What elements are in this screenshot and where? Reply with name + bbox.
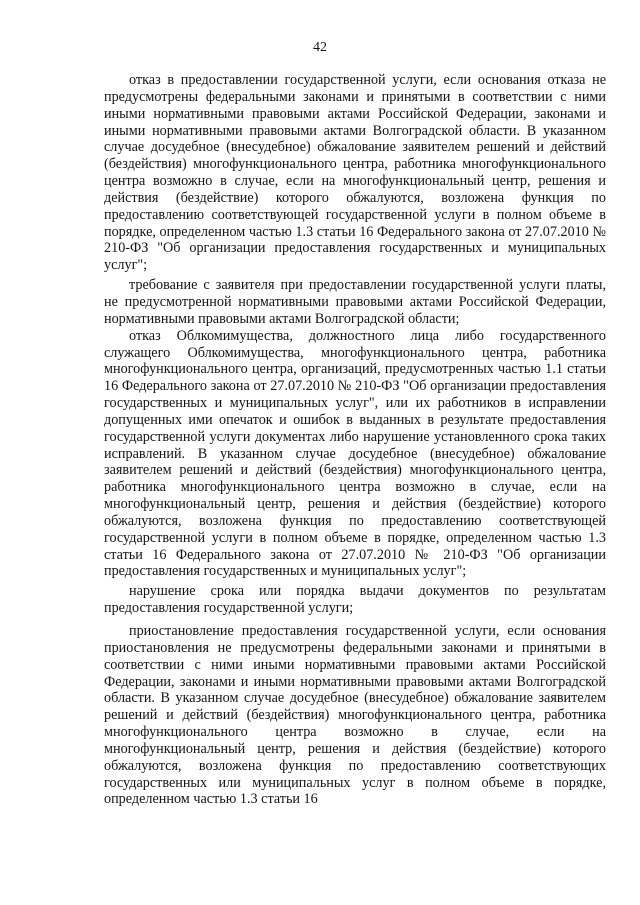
paragraph-document-issuance-violation: нарушение срока или порядка выдачи документов по результатам предоставления государственной услуги;: [104, 583, 606, 617]
paragraph-service-suspension: приостановление предоставления государственной услуги, если основания приостановления не предусмотрены федеральными законами и принятыми в соответствии с ними иными нормативными правовыми актами Российской Федерации, законами и иными нормативными правовыми актами Волгоградской области. В указанном случае досудебное (внесудебное) обжалование заявителем решений и действий (бездействия) многофункционального центра, работника многофункционального центра возможно в случае, если на многофункциональный центр, решения и действия (бездействие) которого обжалуются, возложена функция по предоставлению соответствующих государственных или муниципальных услуг в полном объеме в порядке, определенном частью 1.3 статьи 16: [104, 623, 606, 808]
page-number: 42: [313, 40, 327, 55]
document-body: [104, 72, 606, 808]
paragraph-refusal-of-service: отказ в предоставлении государственной услуги, если основания отказа не предусмотрены федеральными законами и принятыми в соответствии с ними иными нормативными правовыми актами Российской Федерации, законами и иными нормативными правовыми актами Волгоградской области. В указанном случае досудебное (внесудебное) обжалование заявителем решений и действий (бездействия) многофункционального центра, работника многофункционального центра возможно в случае, если на многофункциональный центр, решения и действия (бездействие) которого обжалуются, возложена функция по предоставлению соответствующей государственной услуги в полном объеме в порядке, определенном частью 1.3 статьи 16 Федерального закона от 27.07.2010 № 210-ФЗ "Об организации предоставления государственных и муниципальных услуг";: [104, 72, 606, 274]
paragraph-payment-requirement: требование с заявителя при предоставлении государственной услуги платы, не предусмотренной нормативными правовыми актами Российской Федерации, нормативными правовыми актами Волгоградской области;: [104, 277, 606, 327]
paragraph-refusal-to-correct-errors: отказ Облкомимущества, должностного лица либо государственного служащего Облкомимущества, многофункционального центра, работника многофункционального центра, организаций, предусмотренных частью 1.1 статьи 16 Федерального закона от 27.07.2010 № 210-ФЗ "Об организации предоставления государственных и муниципальных услуг", или их работников в исправлении допущенных ими опечаток и ошибок в выданных в результате предоставления государственной услуги документах либо нарушение установленного срока таких исправлений. В указанном случае досудебное (внесудебное) обжалование заявителем решений и действий (бездействия) многофункционального центра, работника многофункционального центра возможно в случае, если на многофункциональный центр, решения и действия (бездействие) которого обжалуются, возложена функция по предоставлению соответствующей государственной услуги в полном объеме в порядке, определенном частью 1.3 статьи 16 Федерального закона от 27.07.2010 № 210-ФЗ "Об организации предоставления государственных и муниципальных услуг";: [104, 327, 606, 580]
